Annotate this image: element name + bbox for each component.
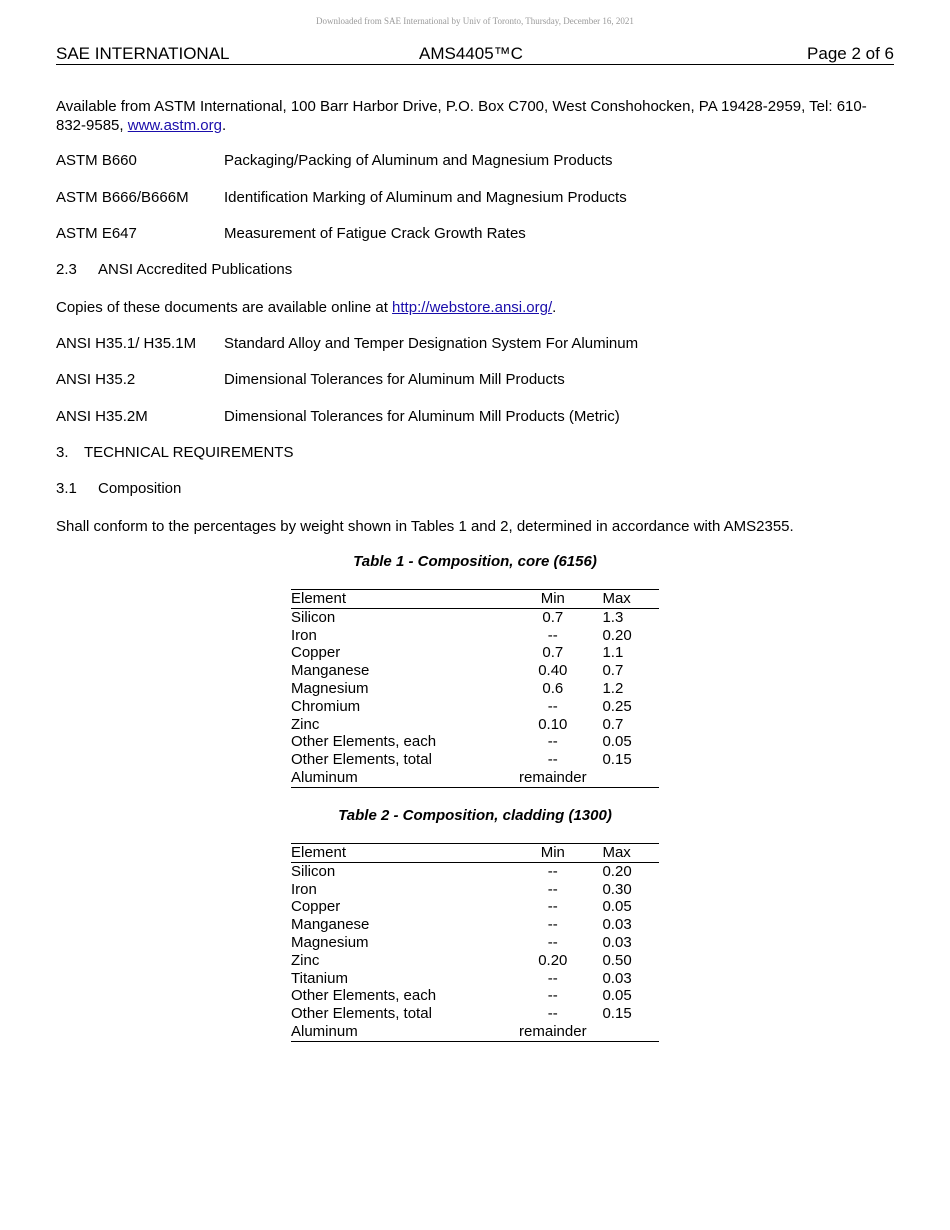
cell-min: remainder xyxy=(513,769,592,787)
cell-min: -- xyxy=(547,1005,558,1023)
section-3-1-title: Composition xyxy=(98,480,182,497)
ansi-webstore-link[interactable]: http://webstore.ansi.org/ xyxy=(392,299,553,316)
table-row xyxy=(291,898,659,916)
cell-max: 0.7 xyxy=(602,662,624,680)
cell-min: -- xyxy=(547,751,558,769)
table-row xyxy=(291,916,659,934)
cell-max: 1.2 xyxy=(602,679,624,697)
cell-element: Silicon xyxy=(291,608,336,626)
astm-intro-suffix: . xyxy=(221,117,227,134)
ansi-availability-paragraph xyxy=(56,298,896,317)
reference-code: ANSI H35.2 xyxy=(56,371,136,388)
cell-element: Copper xyxy=(291,898,341,916)
table-1-composition-core xyxy=(291,589,659,788)
column-header-min: Min xyxy=(513,590,592,609)
cell-min: -- xyxy=(547,862,558,880)
page-header xyxy=(56,44,894,65)
section-2-3-title: ANSI Accredited Publications xyxy=(98,261,293,278)
table-row xyxy=(291,662,659,680)
cell-min: 0.7 xyxy=(542,608,564,626)
table-2-composition-cladding xyxy=(291,843,659,1042)
cell-min: 0.7 xyxy=(542,644,564,662)
cell-element: Aluminum xyxy=(291,769,513,787)
reference-title: Dimensional Tolerances for Aluminum Mill Products xyxy=(224,371,565,388)
table-row xyxy=(291,733,659,751)
table-row xyxy=(291,987,659,1005)
cell-element: Silicon xyxy=(291,862,336,880)
cell-min: -- xyxy=(547,933,558,951)
cell-max: 0.03 xyxy=(602,933,632,951)
table-row xyxy=(291,1023,659,1041)
cell-element: Copper xyxy=(291,644,341,662)
cell-max: 0.30 xyxy=(602,880,632,898)
cell-element: Other Elements, total xyxy=(291,1005,432,1023)
column-header-element: Element xyxy=(291,590,513,609)
cell-min: 0.20 xyxy=(538,951,568,969)
header-page-number: Page 2 of 6 xyxy=(807,44,894,63)
reference-code: ANSI H35.2M xyxy=(56,408,148,425)
cell-max xyxy=(592,1023,659,1041)
cell-max: 0.05 xyxy=(602,898,632,916)
table-row xyxy=(291,862,659,880)
table-row xyxy=(291,644,659,662)
header-doc-id: AMS4405™C xyxy=(419,44,523,63)
cell-element: Other Elements, total xyxy=(291,751,432,769)
cell-max: 0.05 xyxy=(602,987,632,1005)
section-2-3-number: 2.3 xyxy=(56,261,77,278)
cell-element: Manganese xyxy=(291,916,370,934)
reference-code: ANSI H35.1/ H35.1M xyxy=(56,335,197,352)
table-row xyxy=(291,970,659,988)
cell-element: Iron xyxy=(291,880,317,898)
cell-max: 0.15 xyxy=(602,751,632,769)
column-header-max: Max xyxy=(592,844,659,863)
cell-min: -- xyxy=(547,969,558,987)
ansi-intro-text: Copies of these documents are available online at xyxy=(56,299,393,316)
table-row xyxy=(291,934,659,952)
reference-title: Measurement of Fatigue Crack Growth Rates xyxy=(224,225,526,242)
cell-element: Other Elements, each xyxy=(291,733,437,751)
reference-code: ASTM E647 xyxy=(56,225,137,242)
cell-max: 0.03 xyxy=(602,916,632,934)
cell-max: 0.03 xyxy=(602,969,632,987)
cell-max: 0.20 xyxy=(602,626,632,644)
cell-min: -- xyxy=(547,898,558,916)
table-row xyxy=(291,952,659,970)
reference-title: Dimensional Tolerances for Aluminum Mill Products (Metric) xyxy=(224,408,620,425)
table-row xyxy=(291,608,659,626)
cell-max xyxy=(592,769,659,787)
astm-availability-paragraph xyxy=(56,97,896,135)
cell-min: -- xyxy=(547,733,558,751)
reference-title: Identification Marking of Aluminum and Magnesium Products xyxy=(224,189,627,206)
cell-max: 1.3 xyxy=(602,608,624,626)
cell-max: 0.05 xyxy=(602,733,632,751)
reference-code: ASTM B660 xyxy=(56,152,137,169)
column-header-max: Max xyxy=(592,590,659,609)
cell-min: -- xyxy=(547,626,558,644)
section-3-number: 3. xyxy=(56,444,69,461)
ansi-intro-suffix: . xyxy=(552,299,557,316)
cell-min: remainder xyxy=(513,1023,592,1041)
header-org: SAE INTERNATIONAL xyxy=(56,44,230,63)
table-row xyxy=(291,698,659,716)
table-row xyxy=(291,769,659,787)
table-row xyxy=(291,680,659,698)
column-header-element: Element xyxy=(291,844,513,863)
cell-min: -- xyxy=(547,916,558,934)
cell-element: Iron xyxy=(291,626,317,644)
table-1-caption: Table 1 - Composition, core (6156) xyxy=(353,553,597,570)
section-3-title: TECHNICAL REQUIREMENTS xyxy=(84,444,294,461)
cell-max: 0.7 xyxy=(602,715,624,733)
download-watermark: Downloaded from SAE International by Univ of Toronto, Thursday, December 16, 2021 xyxy=(316,16,634,26)
table-header-row xyxy=(291,590,659,609)
cell-min: 0.40 xyxy=(538,662,568,680)
cell-element: Zinc xyxy=(291,951,320,969)
cell-max: 0.20 xyxy=(602,862,632,880)
cell-min: 0.10 xyxy=(538,715,568,733)
cell-max: 0.25 xyxy=(602,697,632,715)
reference-code: ASTM B666/B666M xyxy=(56,189,189,206)
table-row xyxy=(291,716,659,734)
table-row xyxy=(291,627,659,645)
column-header-min: Min xyxy=(513,844,592,863)
astm-website-link[interactable]: www.astm.org xyxy=(127,117,222,134)
cell-min: -- xyxy=(547,987,558,1005)
cell-min: -- xyxy=(547,880,558,898)
cell-element: Chromium xyxy=(291,697,361,715)
composition-paragraph: Shall conform to the percentages by weight shown in Tables 1 and 2, determined in accordance with AMS2355. xyxy=(56,518,794,535)
cell-element: Titanium xyxy=(291,969,348,987)
cell-max: 0.50 xyxy=(602,951,632,969)
cell-element: Magnesium xyxy=(291,679,369,697)
cell-element: Magnesium xyxy=(291,933,369,951)
table-header-row xyxy=(291,844,659,863)
table-row xyxy=(291,1005,659,1023)
astm-intro-text: Available from ASTM International, 100 Barr Harbor Drive, P.O. Box C700, West Conshohocken, PA 19428-2959, Tel: 610-832-9585, xyxy=(56,98,867,134)
table-2-caption: Table 2 - Composition, cladding (1300) xyxy=(338,807,612,824)
table-row xyxy=(291,751,659,769)
cell-element: Aluminum xyxy=(291,1023,513,1041)
cell-min: 0.6 xyxy=(542,679,564,697)
cell-element: Zinc xyxy=(291,715,320,733)
reference-title: Packaging/Packing of Aluminum and Magnesium Products xyxy=(224,152,613,169)
table-row xyxy=(291,881,659,899)
cell-element: Other Elements, each xyxy=(291,987,437,1005)
cell-min: -- xyxy=(547,697,558,715)
reference-title: Standard Alloy and Temper Designation System For Aluminum xyxy=(224,335,639,352)
cell-element: Manganese xyxy=(291,662,370,680)
cell-max: 1.1 xyxy=(602,644,624,662)
section-3-1-number: 3.1 xyxy=(56,480,77,497)
cell-max: 0.15 xyxy=(602,1005,632,1023)
